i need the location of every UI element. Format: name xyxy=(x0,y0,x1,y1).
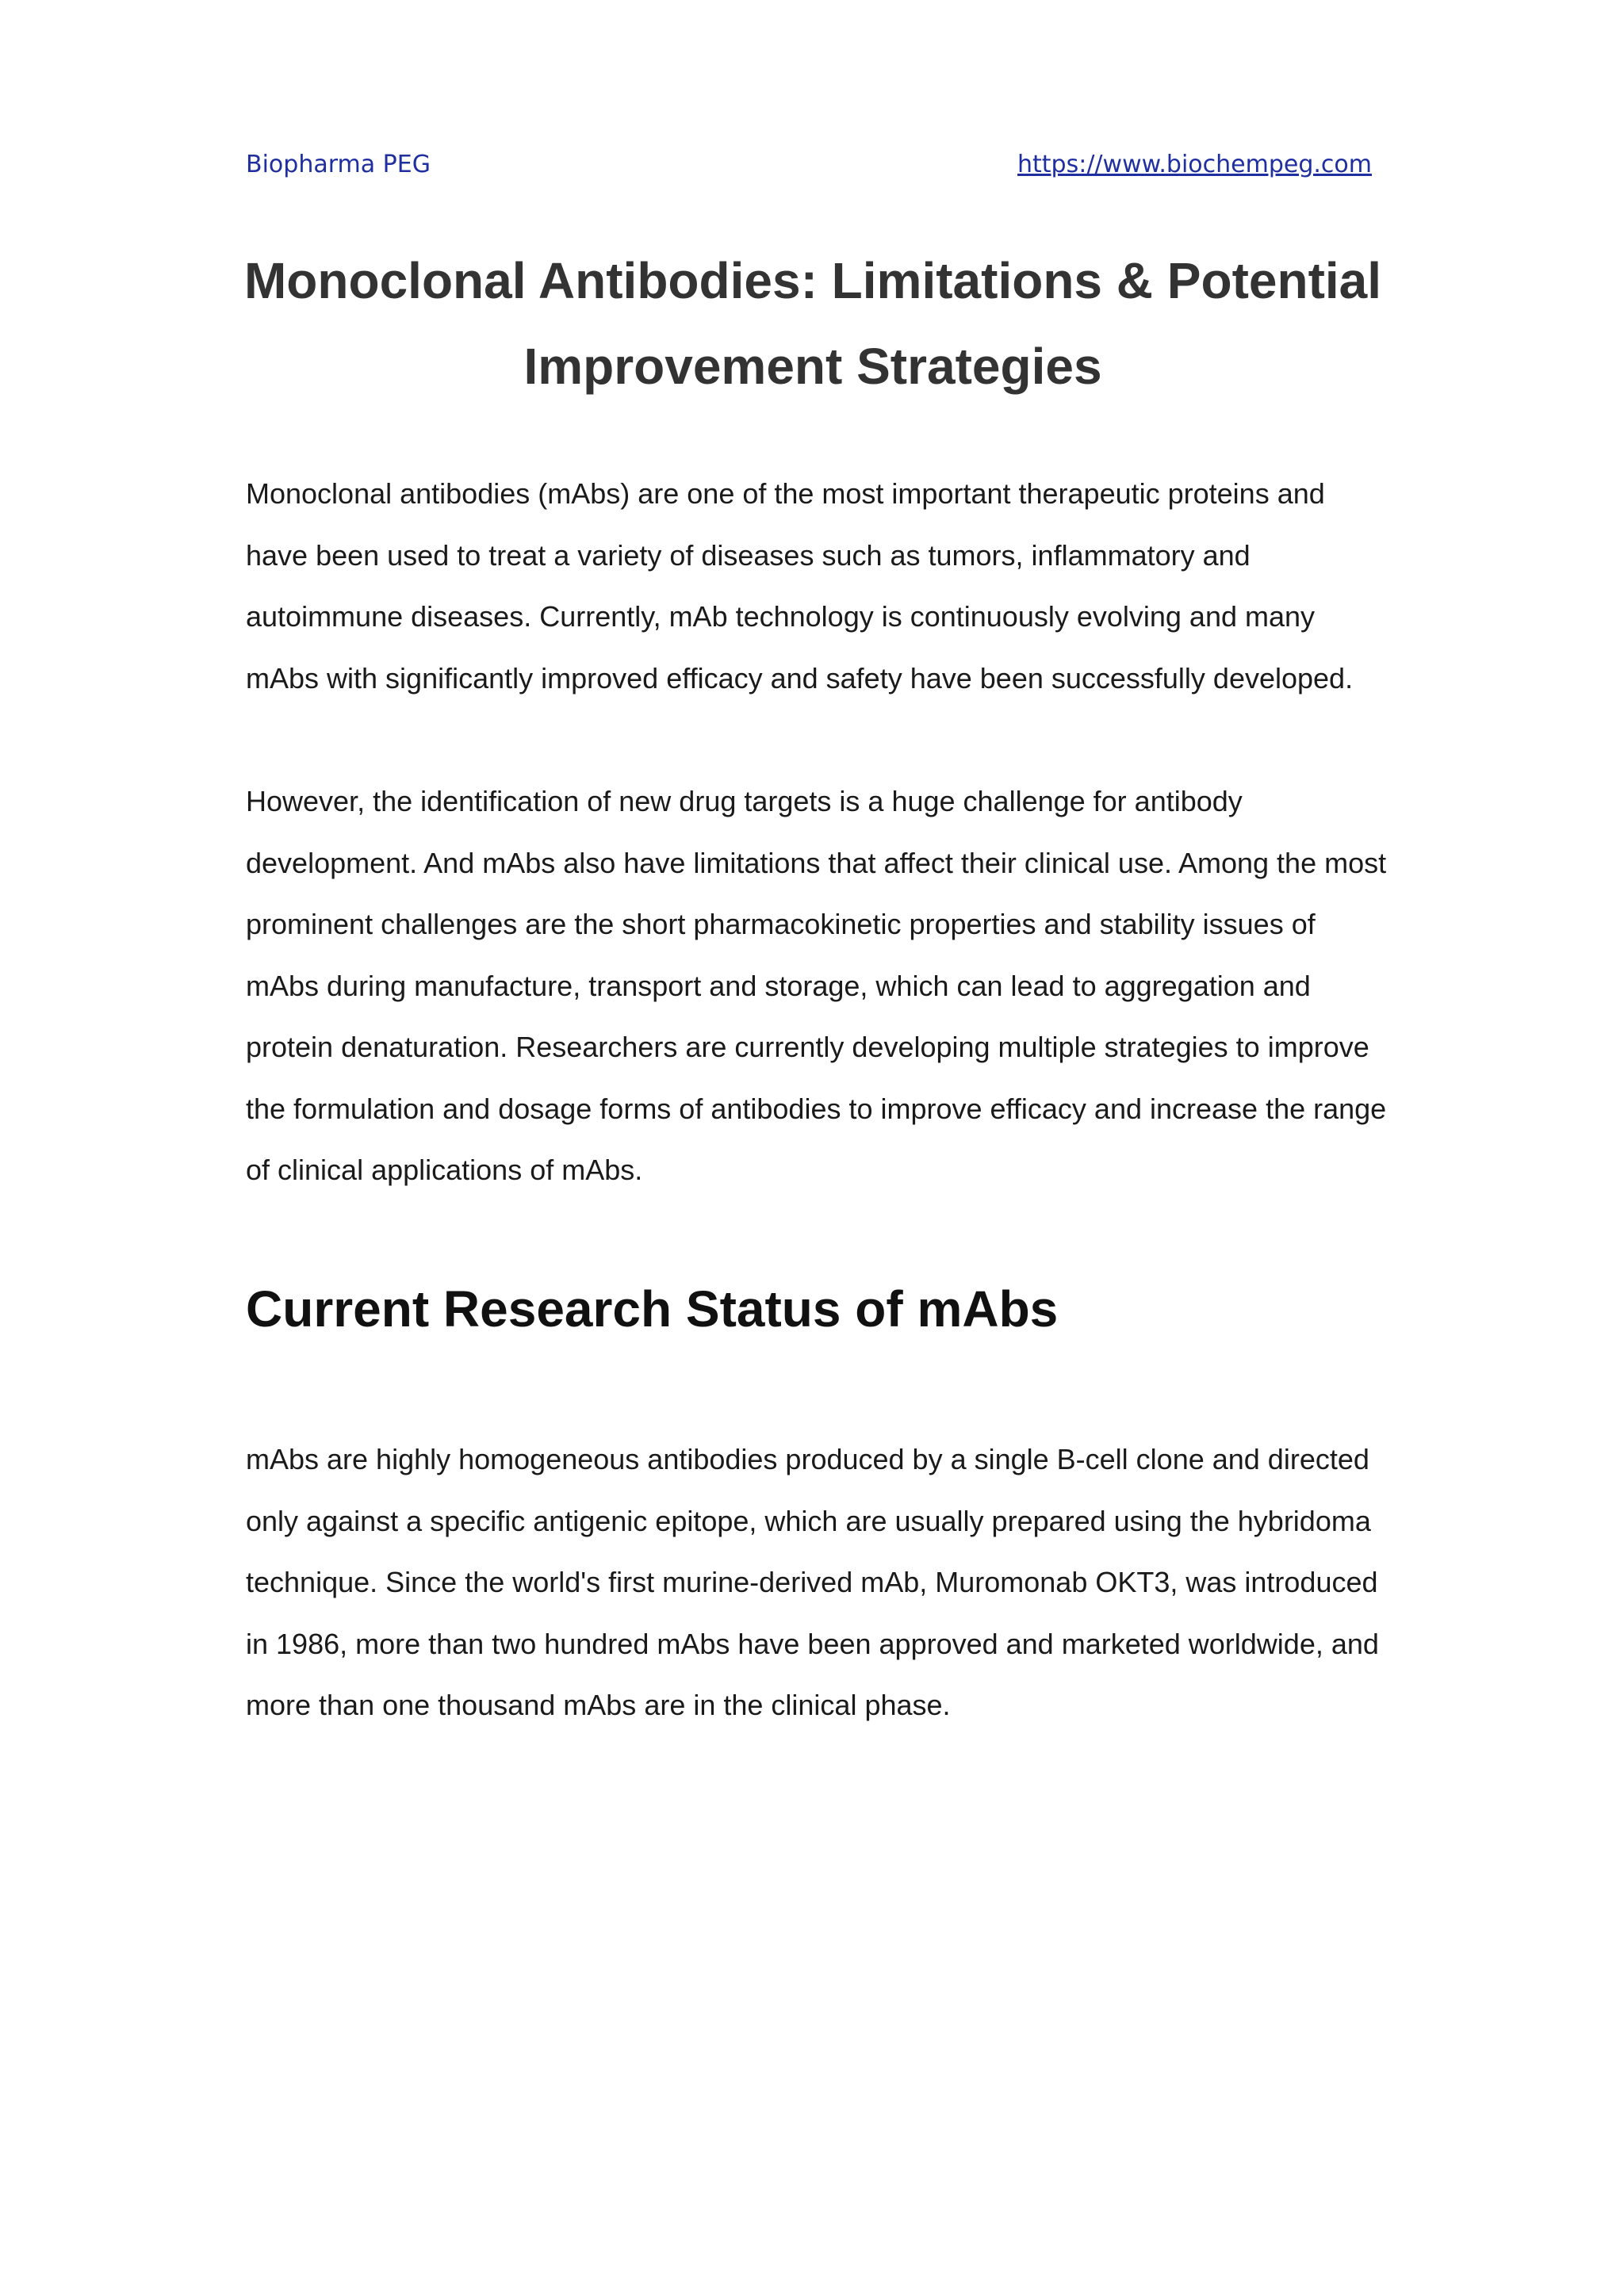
research-status-paragraph: mAbs are highly homogeneous antibodies produced by a single B-cell clone and directed only against a specific antigenic epitope, which are usually prepared using the hybridoma technique. Since the world's first murine-derived mAb, Muromonab OKT3, was introduced in 1986, more than two hundred mAbs have been approved and marketed worldwide, and more than one thousand mAbs are in the clinical phase. xyxy=(246,1443,1379,1721)
limitations-paragraph: However, the identification of new drug targets is a huge challenge for antibody development. And mAbs also have limitations that affect their clinical use. Among the most prominent challenges are the short pharmacokinetic properties and stability issues of mAbs during manufacture, transport and storage, which can lead to aggregation and protein denaturation. Researchers are currently developing multiple strategies to improve the formulation and dosage forms of antibodies to improve efficacy and increase the range of clinical applications of mAbs. xyxy=(246,785,1387,1186)
header-brand: Biopharma PEG xyxy=(246,151,431,178)
intro-paragraph: Monoclonal antibodies (mAbs) are one of the most important therapeutic proteins and have been used to treat a variety of diseases such as tumors, inflammatory and autoimmune diseases. Currently, mAb technology is continuously evolving and many mAbs with significantly improved efficacy and safety have been successfully developed. xyxy=(246,477,1354,695)
page-title: Monoclonal Antibodies: Limitations & Potential Improvement Strategies xyxy=(243,252,1382,395)
section-heading: Current Research Status of mAbs xyxy=(246,1280,1059,1337)
header-url-link[interactable]: https://www.biochempeg.com xyxy=(1017,151,1372,178)
